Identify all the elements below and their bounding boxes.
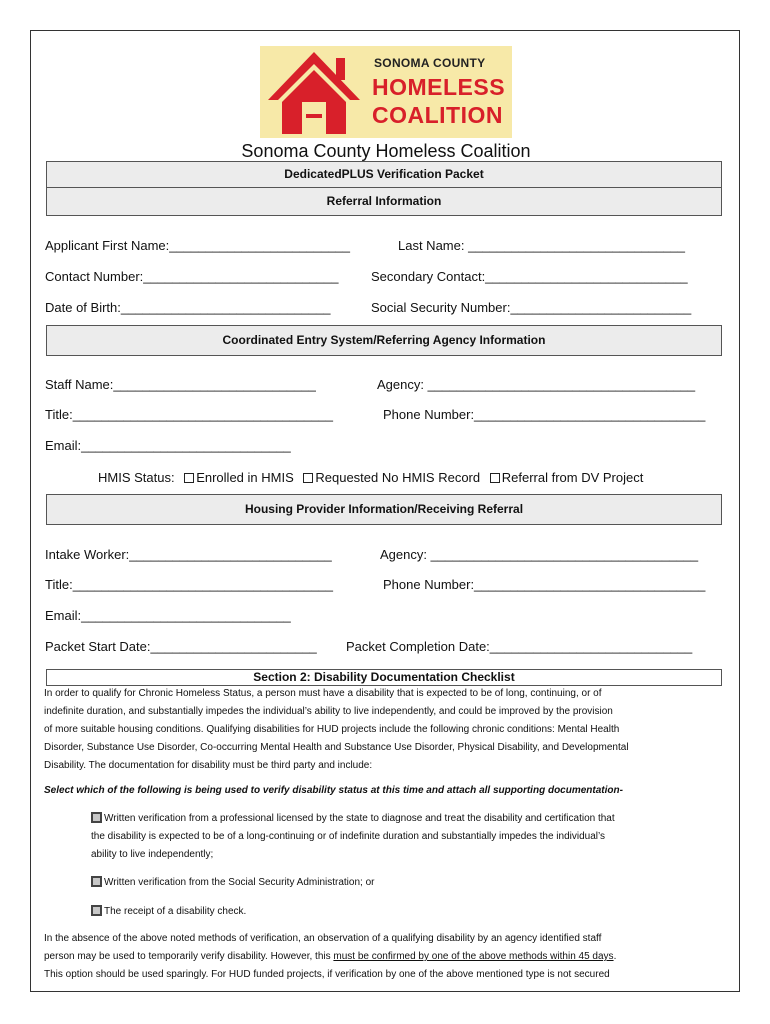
ces-phone-field[interactable]: Phone Number:________________________________ [383, 407, 706, 422]
referral-header: Referral Information [326, 194, 442, 208]
last-name-field[interactable]: Last Name: ______________________________ [398, 238, 685, 253]
provider-header-bar [46, 494, 722, 525]
contact-number-field[interactable]: Contact Number:___________________________ [45, 269, 339, 284]
dv-referral-label: Referral from DV Project [501, 470, 644, 485]
intro-line-1: In order to qualify for Chronic Homeless Status, a person must have a disability that is expected to be of long, continuing, or of [44, 688, 602, 699]
option1-line-2: the disability is expected to be of a long-continuing or of indefinite duration and substantially impedes the individual’s [91, 831, 606, 842]
closing-line-2-post: . [613, 951, 617, 962]
closing-line-2 [44, 948, 726, 966]
option1-line-1: Written verification from a professional licensed by the state to diagnose and treat the disability and certification that [104, 813, 615, 824]
hmis-status-label: HMIS Status: [98, 470, 175, 485]
intro-line-2: indefinite duration, and substantially impedes the individual’s ability to live independently, and could be improved by the provision [44, 706, 613, 717]
enrolled-checkbox[interactable] [184, 473, 194, 483]
logo-line-2: HOMELESS [372, 74, 506, 100]
ces-header: Coordinated Entry System/Referring Agency Information [222, 333, 546, 347]
logo-line-3: COALITION [372, 102, 503, 128]
disability-check-checkbox[interactable] [91, 905, 102, 916]
ces-email-field[interactable]: Email:_____________________________ [45, 438, 291, 453]
option3-label: The receipt of a disability check. [104, 906, 247, 917]
intro-line-4: Disorder, Substance Use Disorder, Co-occurring Mental Health and Substance Use Disorder, Physical Disability, and Developmental [44, 742, 629, 753]
intake-worker-field[interactable]: Intake Worker:____________________________ [45, 547, 332, 562]
provider-agency-field[interactable]: Agency: _____________________________________ [380, 547, 699, 562]
option-ssa-verification [91, 874, 721, 892]
provider-phone-field[interactable]: Phone Number:________________________________ [383, 577, 706, 592]
packet-completion-date-field[interactable]: Packet Completion Date:____________________________ [346, 639, 693, 654]
staff-name-field[interactable]: Staff Name:____________________________ [45, 377, 316, 392]
ssn-field[interactable]: Social Security Number:_________________________ [371, 300, 692, 315]
closing-line-3: This option should be used sparingly. For HUD funded projects, if verification by one of the above mentioned type is not secured [44, 969, 610, 980]
date-of-birth-field[interactable]: Date of Birth:_____________________________ [45, 300, 331, 315]
provider-title-field[interactable]: Title:____________________________________ [45, 577, 333, 592]
packet-title-bar [46, 161, 722, 188]
provider-email-field[interactable]: Email:_____________________________ [45, 608, 291, 623]
section2-intro [44, 685, 726, 775]
closing-line-2-underlined: must be confirmed by one of the above methods within 45 days [333, 951, 614, 962]
logo-line-1: SONOMA COUNTY [374, 56, 486, 70]
option-disability-check [91, 903, 721, 921]
intro-line-3: of more suitable housing conditions. Qualifying disabilities for HUD projects include the following chronic conditions: Mental Health [44, 724, 620, 735]
applicant-first-name-field[interactable]: Applicant First Name:_________________________ [45, 238, 351, 253]
professional-verification-checkbox[interactable] [91, 812, 102, 823]
ces-header-bar [46, 325, 722, 356]
hmis-status-row [98, 470, 643, 486]
requested-no-record-label: Requested No HMIS Record [315, 470, 481, 485]
packet-start-date-field[interactable]: Packet Start Date:_______________________ [45, 639, 317, 654]
option1-line-3: ability to live independently; [91, 849, 214, 860]
option-professional-verification [91, 810, 721, 864]
ssa-verification-checkbox[interactable] [91, 876, 102, 887]
closing-line-2-pre: person may be used to temporarily verify disability. However, this [44, 951, 334, 962]
ces-title-field[interactable]: Title:____________________________________ [45, 407, 333, 422]
form-page [30, 30, 740, 992]
dv-referral-checkbox[interactable] [490, 473, 500, 483]
requested-no-record-checkbox[interactable] [303, 473, 313, 483]
referral-header-bar [46, 187, 722, 216]
org-title: Sonoma County Homeless Coalition [241, 141, 531, 161]
section2-header: Section 2: Disability Documentation Checklist [253, 670, 515, 684]
house-icon [264, 48, 364, 136]
coalition-logo [260, 46, 512, 138]
select-instruction: Select which of the following is being used to verify disability status at this time and attach all supporting documentation- [44, 785, 623, 796]
closing-paragraph [44, 930, 726, 984]
option2-label: Written verification from the Social Security Administration; or [104, 877, 375, 888]
closing-line-1: In the absence of the above noted methods of verification, an observation of a qualifying disability by an agency identified staff [44, 933, 602, 944]
packet-title: DedicatedPLUS Verification Packet [284, 167, 484, 181]
provider-header: Housing Provider Information/Receiving Referral [244, 502, 524, 516]
ces-agency-field[interactable]: Agency: _____________________________________ [377, 377, 696, 392]
intro-line-5: Disability. The documentation for disability must be third party and include: [44, 760, 373, 771]
enrolled-label: Enrolled in HMIS [196, 470, 294, 485]
section2-header-bar [46, 669, 722, 686]
secondary-contact-field[interactable]: Secondary Contact:____________________________ [371, 269, 688, 284]
